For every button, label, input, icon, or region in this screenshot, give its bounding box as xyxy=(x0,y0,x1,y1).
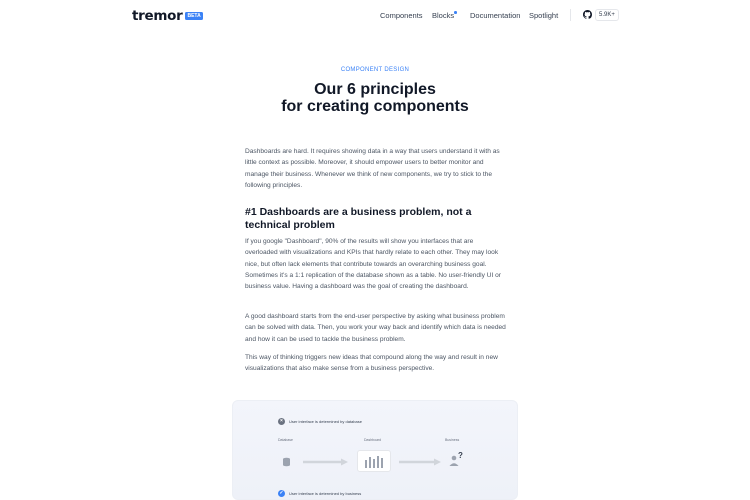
nav-divider xyxy=(570,9,571,21)
github-stars-count[interactable]: 5.9K+ xyxy=(595,9,619,21)
question-mark: ? xyxy=(458,451,463,460)
intro-paragraph: Dashboards are hard. It requires showing data in a way that users understand it with as little context as possible. Moreover, it should empower users to better monitor and manage their business. Whenever we think of new components, we try to stick to the following principles. xyxy=(245,148,500,189)
nav-components[interactable]: Components xyxy=(380,11,423,20)
principle-1-heading: #1 Dashboards are a business problem, not a technical problem xyxy=(245,206,472,231)
label-database: Database xyxy=(278,438,293,442)
nav-spotlight[interactable]: Spotlight xyxy=(529,11,559,20)
section-eyebrow: COMPONENT DESIGN xyxy=(340,67,410,73)
database-node xyxy=(279,455,294,470)
illustration-row-database xyxy=(278,418,362,425)
row-database-label: User interface is determined by database xyxy=(289,419,362,424)
bar-chart-icon xyxy=(358,451,392,473)
top-navbar xyxy=(0,0,750,32)
nav-documentation[interactable]: Documentation xyxy=(470,11,521,20)
x-circle-icon: × xyxy=(278,418,285,425)
beta-badge: BETA xyxy=(187,13,201,19)
logo-text: tremor xyxy=(132,8,183,24)
main-nav xyxy=(0,11,750,23)
check-circle-icon: ✓ xyxy=(279,490,284,496)
nav-blocks[interactable]: Blocks xyxy=(432,11,455,20)
principle-1-paragraph-3: This way of thinking triggers new ideas that compound along the way and result in new visualizations that also make sense from a business perspective. xyxy=(245,354,498,373)
illustration-row-business xyxy=(278,490,361,497)
label-business: Business xyxy=(445,438,460,442)
arrow-right-icon-2 xyxy=(399,458,441,466)
principle-1-paragraph-1: If you google "Dashboard", 90% of the results will show you interfaces that are overloaded with visualizations and KPIs that hardly relate to each other. They may look nice, but often lack elements that contribute towards an overarching business goal. Sometimes it's a 1:1 replication of the database shown as a table. No user-friendly UI or business value. Having a dashboard was the goal of creating the dashboard. xyxy=(245,238,501,291)
arrow-right-icon xyxy=(303,458,348,466)
label-dashboard: Dashboard xyxy=(364,438,382,442)
page-title-line2: for creating components xyxy=(281,98,469,115)
principle-1-paragraph-2: A good dashboard starts from the end-user perspective by asking what business problem can be solved with data. Then, you work your way back and identify which data is needed and how it can be used to tackle the business problem. xyxy=(245,313,506,343)
new-indicator-dot xyxy=(454,11,457,14)
database-icon xyxy=(279,455,294,470)
row-business-label: User interface is determined by business xyxy=(289,491,362,496)
page-title-line1: Our 6 principles xyxy=(314,81,436,98)
dashboard-node xyxy=(357,450,391,472)
github-icon[interactable] xyxy=(583,10,592,19)
page-title xyxy=(0,81,750,115)
